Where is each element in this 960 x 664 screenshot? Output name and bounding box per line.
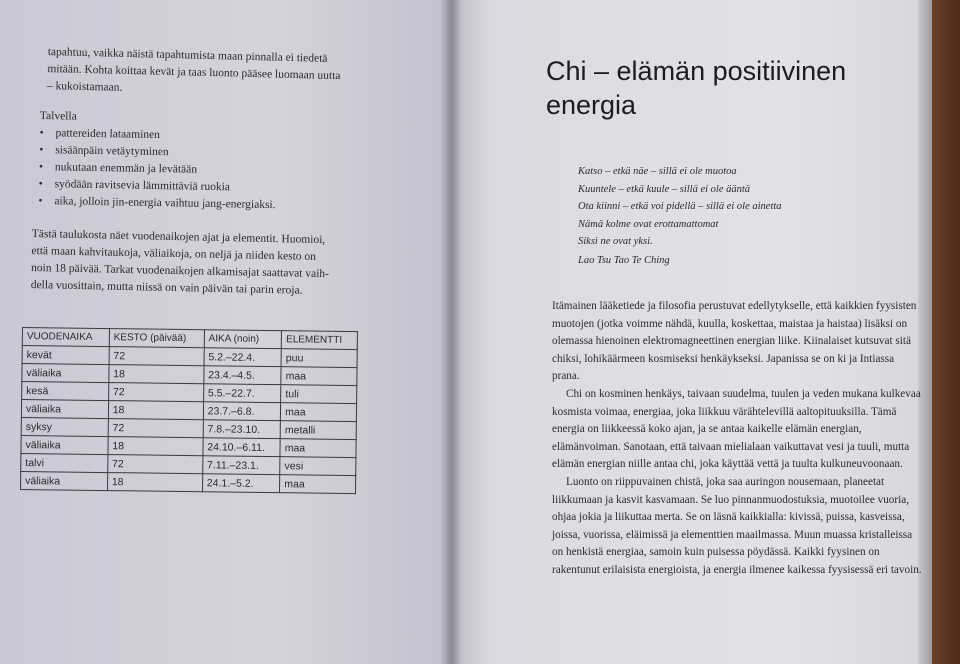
poem-line: Kuuntele – etkä kuule – sillä ei ole ääntä: [578, 183, 751, 195]
table-cell: 24.1.–5.2.: [202, 474, 280, 493]
table-cell: maa: [281, 403, 357, 422]
table-cell: metalli: [280, 421, 356, 440]
table-cell: 18: [108, 437, 203, 456]
poem-line: Katso – etkä näe – sillä ei ole muotoa: [578, 166, 737, 177]
body-text: [552, 298, 924, 580]
chapter-title-line: energia: [546, 90, 637, 120]
intro-line: – kukoistamaan.: [46, 79, 123, 94]
table-cell: maa: [281, 367, 357, 386]
table-row: [21, 471, 356, 493]
table-cell: väliaika: [21, 471, 108, 490]
table-cell: väliaika: [21, 435, 108, 454]
table-cell: 5.5.–22.7.: [203, 384, 281, 403]
table-cell: 7.8.–23.10.: [203, 420, 281, 439]
table-cell: talvi: [21, 453, 108, 472]
column-header: ELEMENTTI: [281, 331, 357, 350]
table-cell: puu: [281, 349, 357, 368]
table-intro-line: että maan kahvitaukoja, väliaikoja, on neljä ja niiden kesto on: [31, 244, 317, 263]
table-cell: väliaika: [21, 400, 108, 419]
table-cell: 18: [108, 401, 203, 420]
column-header: AIKA (noin): [204, 330, 282, 349]
list-item: • pattereiden lataaminen: [39, 125, 276, 146]
table-cell: 23.4.–4.5.: [204, 366, 282, 385]
table-cell: 72: [108, 383, 203, 402]
poem-line: Siksi ne ovat yksi.: [578, 236, 653, 247]
table-intro: [31, 226, 330, 300]
epigraph-poem: [578, 163, 782, 251]
epigraph-attribution: Lao Tsu Tao Te Ching: [578, 255, 670, 266]
table-cell: 72: [107, 455, 202, 474]
list-item: • nukutaan enemmän ja levätään: [39, 159, 276, 180]
paragraph: Luonto on riippuvainen chistä, joka saa auringon nousemaan, planeetat liikkumaan ja kasvit kasvamaan. Se luo pinnanmuodostuksia, muotoilee vuoria, ohjaa jokia ja liikuttaa merta. Se on läsnä kaikkialla: kivissä, puissa, kasveissa, joissa, vuorissa, eläimissä ja elementtien maailmassa. Muun muassa kristalleissa on henkistä energiaa, samoin kuin puisessa pöydässä. Kaikki fyysinen on rakentunut erilaisista energioista, ja energia ilmenee kaikessa fyysisessä eri tavoin.: [552, 475, 922, 576]
table-cell: syksy: [21, 417, 108, 436]
paragraph: Itämainen lääketiede ja filosofia perustuvat edellytykselle, että kaikkien fyysisten muotojen (jotka voimme nähdä, kuulla, koskettaa, maistaa ja haistaa) lisäksi on olemassa hienoinen elektromagneettinen energian liike. Kiinalaiset kutsuvat sitä chiksi, lohikäärmeen kosmiseksi henkäykseksi. Japanissa se on ki ja Intiassa prana.: [552, 300, 917, 383]
winter-list: [38, 125, 277, 214]
table-intro-line: della vuosittain, mutta niissä on vain päivän tai parin eroja.: [30, 278, 303, 297]
table-cell: 18: [109, 365, 204, 384]
column-header: KESTO (päivää): [109, 329, 204, 348]
table-cell: 72: [108, 419, 203, 438]
table-cell: 5.2.–22.4.: [204, 348, 282, 367]
poem-line: Nämä kolme ovat erottamattomat: [578, 218, 719, 230]
intro-text: [47, 44, 341, 102]
list-item: • sisäänpäin vetäytyminen: [39, 142, 276, 163]
table-cell: 23.7.–6.8.: [203, 402, 281, 421]
table-cell: 72: [109, 347, 204, 366]
intro-line: mitään. Kohta koittaa kevät ja taas luonto pääsee luomaan uutta: [47, 62, 341, 83]
table-cell: 18: [107, 473, 202, 492]
table-cell: kesä: [22, 382, 109, 401]
table-cell: maa: [280, 475, 356, 494]
column-header: VUODENAIKA: [22, 328, 109, 347]
chapter-title: [546, 54, 846, 122]
table-cell: kevät: [22, 346, 109, 365]
table-intro-line: Tästä taulukosta näet vuodenaikojen ajat ja elementit. Huomioi,: [31, 227, 326, 247]
table-cell: maa: [280, 439, 356, 458]
table-cell: tuli: [281, 385, 357, 404]
book-gutter: [440, 0, 462, 664]
paragraph: Chi on kosminen henkäys, taivaan suudelma, tuulen ja veden mukana kulkevaa kosmista voimaa, energiaa, joka liikkuu värähtelevillä aaltopituuksilla. Tämä energia on liikkeessä koko ajan, ja se antaa kaikelle elämän energian, elämänvoiman. Sanotaan, että taivaan mielialaan vaikuttavat vesi ja tuuli, mutta elämän energian niille antaa chi, joka käyttää vettä ja tuulta kulkuneuvoonaan.: [552, 387, 921, 471]
table-cell: vesi: [280, 457, 356, 476]
intro-line: tapahtuu, vaikka näistä tapahtumista maan pinnalla ei tiedetä: [47, 45, 328, 65]
table-cell: 24.10.–6.11.: [203, 438, 281, 457]
chapter-title-line: Chi – elämän positiivinen: [546, 56, 847, 86]
list-item: • aika, jolloin jin-energia vaihtuu jang-energiaksi.: [38, 193, 275, 214]
list-item: • syödään ravitsevia lämmittäviä ruokia: [39, 176, 276, 197]
poem-line: Ota kiinni – etkä voi pidellä – sillä ei ole ainetta: [578, 201, 782, 212]
table-cell: 7.11.–23.1.: [202, 456, 280, 475]
table-cell: väliaika: [22, 364, 109, 383]
winter-heading: Talvella: [39, 109, 77, 123]
table-intro-line: noin 18 päivää. Tarkat vuodenaikojen alkamisajat saattavat vaih-: [30, 261, 330, 281]
season-table: [20, 327, 358, 494]
winter-section: [38, 108, 277, 214]
